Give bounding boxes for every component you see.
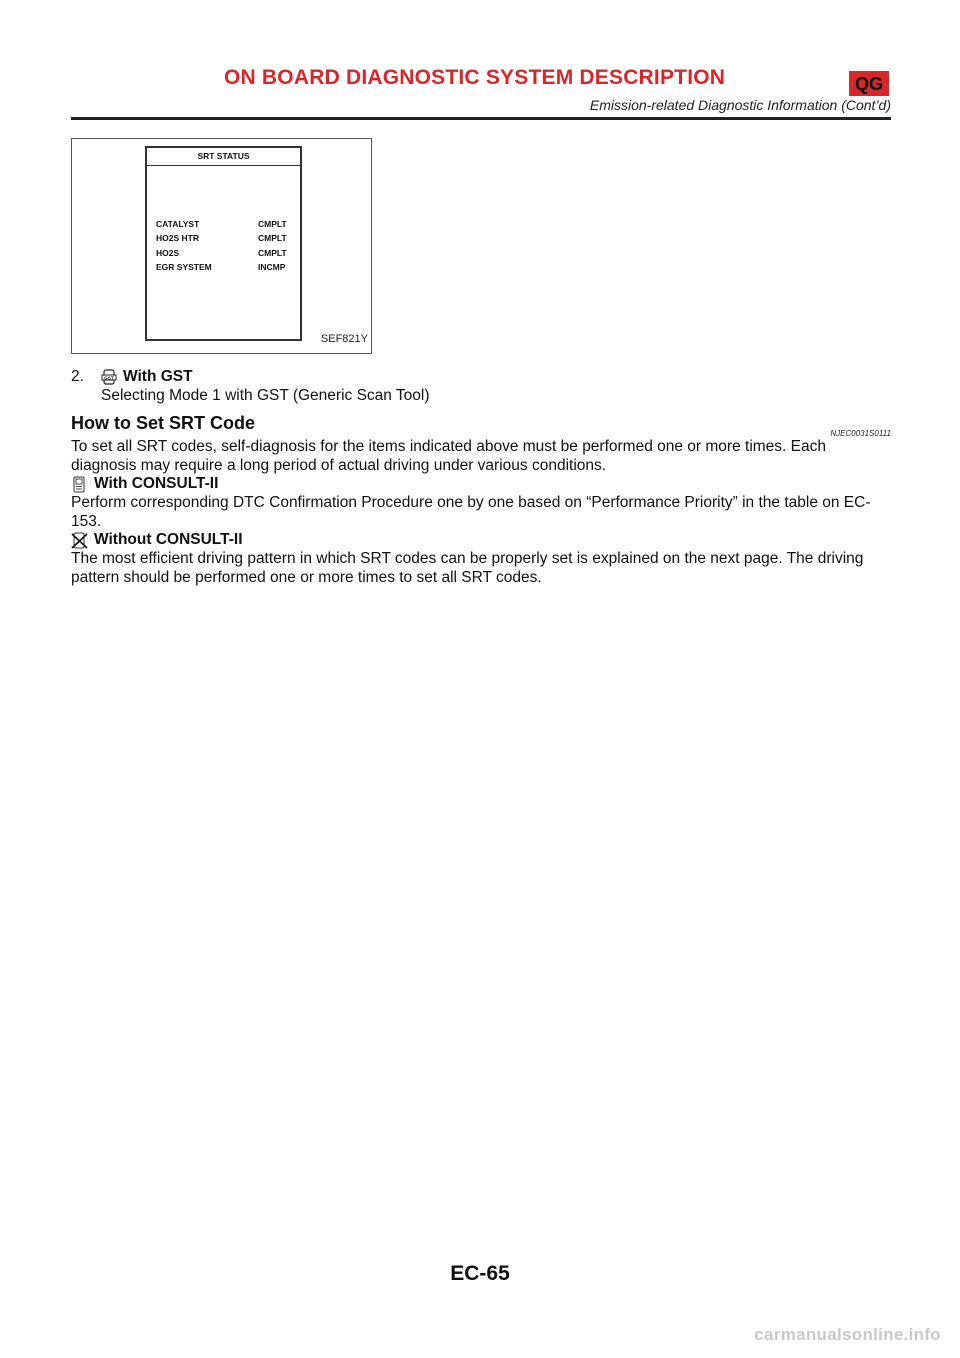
srt-item-status: CMPLT <box>258 233 287 243</box>
section-reference-code: NJEC0031S0111 <box>830 429 891 438</box>
header-divider <box>71 117 891 120</box>
with-consult-title: With CONSULT-II <box>94 475 219 492</box>
srt-item-name: EGR SYSTEM <box>156 262 212 272</box>
section-badge: QG <box>849 71 889 96</box>
page-number: EC-65 <box>450 1262 510 1285</box>
consult-icon <box>71 476 88 493</box>
srt-item-status: CMPLT <box>258 248 287 258</box>
no-consult-icon <box>71 532 88 549</box>
srt-item-status: CMPLT <box>258 219 287 229</box>
with-consult-text: Perform corresponding DTC Confirmation Procedure one by one based on “Performance Priority” in the table on EC-153. <box>71 494 871 530</box>
srt-item-status: INCMP <box>258 262 286 272</box>
page-header-subtitle: Emission-related Diagnostic Information (Cont’d) <box>589 97 891 113</box>
watermark: carmanualsonline.info <box>754 1325 941 1344</box>
page-header-title: ON BOARD DIAGNOSTIC SYSTEM DESCRIPTION <box>224 66 726 89</box>
without-consult-text: The most efficient driving pattern in which SRT codes can be properly set is explained on the next page. The driving pattern should be performed one or more times to set all SRT codes. <box>71 550 864 586</box>
section-heading: How to Set SRT Code <box>71 413 255 433</box>
without-consult-title: Without CONSULT-II <box>94 531 243 548</box>
section-intro: To set all SRT codes, self-diagnosis for the items indicated above must be performed one or more times. Each diagnosis may require a long period of actual driving under various conditions. <box>71 438 826 474</box>
srt-item-name: CATALYST <box>156 219 200 229</box>
srt-item-name: HO2S <box>156 248 180 258</box>
screen-title: SRT STATUS <box>147 148 300 166</box>
gst-icon-text: GST <box>104 375 114 381</box>
step-number: 2. <box>71 368 84 385</box>
srt-item-name: HO2S HTR <box>156 233 199 243</box>
gst-icon <box>101 369 117 385</box>
step-label: With GST <box>123 368 193 385</box>
step-description: Selecting Mode 1 with GST (Generic Scan Tool) <box>101 387 430 404</box>
figure-code: SEF821Y <box>320 333 368 345</box>
consult-screen <box>145 146 302 341</box>
srt-status-figure <box>71 138 372 354</box>
